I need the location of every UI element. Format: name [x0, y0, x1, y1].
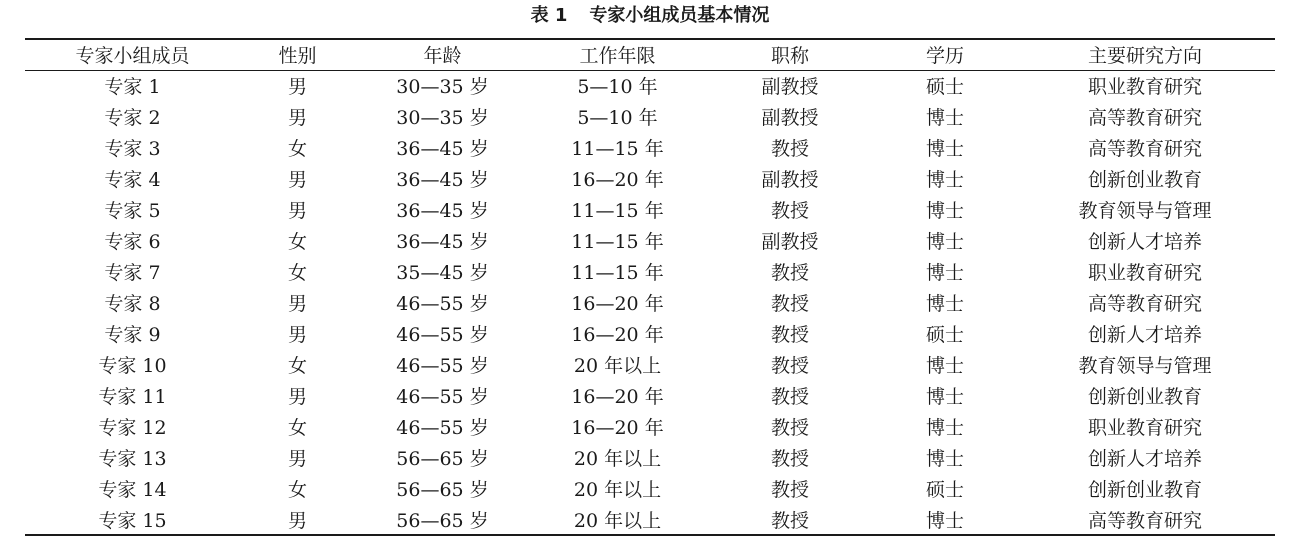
- table-cell: 博士: [925, 448, 964, 470]
- expert-panel-table: [25, 38, 1275, 536]
- table-row: [25, 225, 1275, 256]
- table-cell: 博士: [925, 262, 964, 284]
- table-cell: 36—45 岁: [396, 200, 489, 222]
- table-cell: 56—65 岁: [396, 509, 489, 532]
- table-cell: 11—15 年: [571, 262, 664, 284]
- table-cell: 56—65 岁: [396, 448, 489, 470]
- table-row: [25, 349, 1275, 380]
- table-cell: 博士: [925, 107, 964, 129]
- table-cell: 副教授: [761, 231, 819, 253]
- table-cell: 教授: [770, 200, 809, 222]
- table-cell: 教授: [770, 386, 809, 408]
- table-cell: 博士: [925, 386, 964, 408]
- table-cell: 20 年以上: [573, 448, 662, 470]
- table-cell: 创新人才培养: [1087, 324, 1202, 346]
- table-row: [25, 194, 1275, 225]
- table-cell: 博士: [925, 169, 964, 191]
- table-cell: 46—55 岁: [396, 417, 489, 439]
- table-cell: 专家 1: [104, 76, 161, 99]
- table-cell: 专家 6: [104, 231, 161, 253]
- table-cell: 专家 2: [104, 107, 161, 129]
- table-cell: 专家 9: [104, 324, 161, 346]
- table-cell: 5—10 年: [577, 107, 658, 129]
- table-body: [25, 70, 1275, 535]
- table-cell: 教授: [770, 417, 809, 439]
- table-row: [25, 442, 1275, 473]
- table-cell: 5—10 年: [577, 76, 658, 99]
- table-row: [25, 411, 1275, 442]
- table-cell: 46—55 岁: [396, 386, 489, 408]
- table-cell: 男: [287, 448, 307, 470]
- table-cell: 高等教育研究: [1087, 293, 1202, 315]
- table-cell: 高等教育研究: [1087, 509, 1202, 532]
- table-cell: 教授: [770, 138, 809, 160]
- table-cell: 20 年以上: [573, 479, 662, 501]
- table-cell: 创新创业教育: [1087, 479, 1202, 501]
- table-cell: 专家 15: [98, 509, 167, 532]
- table-cell: 教育领导与管理: [1078, 355, 1212, 377]
- table-row: [25, 256, 1275, 287]
- table-cell: 46—55 岁: [396, 324, 489, 346]
- table-cell: 高等教育研究: [1087, 107, 1202, 129]
- table-cell: 30—35 岁: [396, 107, 489, 129]
- column-header: 工作年限: [579, 45, 656, 68]
- table-cell: 专家 10: [98, 355, 167, 377]
- table-cell: 16—20 年: [571, 386, 664, 408]
- table-cell: 教授: [770, 509, 809, 532]
- table-cell: 46—55 岁: [396, 293, 489, 315]
- table-cell: 男: [287, 386, 307, 408]
- table-cell: 11—15 年: [571, 231, 664, 253]
- table-cell: 女: [287, 355, 307, 377]
- table-cell: 16—20 年: [571, 324, 664, 346]
- table-cell: 博士: [925, 417, 964, 439]
- table-cell: 副教授: [761, 169, 819, 191]
- table-cell: 教授: [770, 293, 809, 315]
- table-cell: 职业教育研究: [1087, 262, 1202, 284]
- table-cell: 男: [287, 324, 307, 346]
- table-cell: 博士: [925, 138, 964, 160]
- table-cell: 教授: [770, 479, 809, 501]
- table-cell: 副教授: [761, 107, 819, 129]
- table-cell: 16—20 年: [571, 417, 664, 439]
- table-cell: 职业教育研究: [1087, 76, 1202, 99]
- table-cell: 专家 11: [98, 386, 167, 408]
- column-header: 职称: [770, 45, 809, 68]
- table-cell: 11—15 年: [571, 138, 664, 160]
- table-cell: 女: [287, 231, 307, 253]
- table-cell: 35—45 岁: [396, 262, 489, 284]
- table-cell: 专家 12: [98, 417, 167, 439]
- table-cell: 20 年以上: [573, 509, 662, 532]
- table-cell: 11—15 年: [571, 200, 664, 222]
- table-row: [25, 473, 1275, 504]
- table-row: [25, 287, 1275, 318]
- table-cell: 创新创业教育: [1087, 169, 1202, 191]
- table-cell: 教育领导与管理: [1078, 200, 1212, 222]
- column-header: 主要研究方向: [1087, 45, 1202, 68]
- table-cell: 36—45 岁: [396, 169, 489, 191]
- table-cell: 女: [287, 262, 307, 284]
- table-cell: 博士: [925, 293, 964, 315]
- column-header: 年龄: [423, 45, 462, 68]
- table-cell: 教授: [770, 448, 809, 470]
- table-cell: 创新人才培养: [1087, 448, 1202, 470]
- table-title: 专家小组成员基本情况: [589, 5, 770, 26]
- table-cell: 36—45 岁: [396, 138, 489, 160]
- table-cell: 男: [287, 293, 307, 315]
- table-cell: 专家 5: [104, 200, 161, 222]
- column-header: 专家小组成员: [75, 45, 190, 68]
- table-cell: 教授: [770, 324, 809, 346]
- table-cell: 专家 8: [104, 293, 161, 315]
- table-cell: 30—35 岁: [396, 76, 489, 99]
- table-row: [25, 163, 1275, 194]
- table-cell: 女: [287, 138, 307, 160]
- table-cell: 硕士: [925, 324, 964, 346]
- table-cell: 20 年以上: [573, 355, 662, 377]
- table-cell: 硕士: [925, 479, 964, 501]
- table-number: 表 1: [530, 5, 568, 26]
- table-row: [25, 70, 1275, 101]
- table-cell: 专家 7: [104, 262, 161, 284]
- table-cell: 硕士: [925, 76, 964, 99]
- table-cell: 创新创业教育: [1087, 386, 1202, 408]
- table-cell: 专家 13: [98, 448, 167, 470]
- table-caption: [0, 2, 1300, 30]
- table-cell: 创新人才培养: [1087, 231, 1202, 253]
- table-row: [25, 504, 1275, 535]
- column-header: 性别: [278, 45, 317, 68]
- table-cell: 博士: [925, 509, 964, 532]
- table-row: [25, 132, 1275, 163]
- table-cell: 男: [287, 169, 307, 191]
- table-cell: 教授: [770, 355, 809, 377]
- table-cell: 36—45 岁: [396, 231, 489, 253]
- table-cell: 博士: [925, 231, 964, 253]
- table-cell: 博士: [925, 355, 964, 377]
- table-cell: 男: [287, 76, 307, 99]
- table-row: [25, 318, 1275, 349]
- table-cell: 男: [287, 509, 307, 532]
- table-header-row: [25, 39, 1275, 70]
- table-cell: 男: [287, 200, 307, 222]
- table-cell: 专家 3: [104, 138, 161, 160]
- table-cell: 男: [287, 107, 307, 129]
- table-cell: 教授: [770, 262, 809, 284]
- table-cell: 女: [287, 417, 307, 439]
- table-cell: 高等教育研究: [1087, 138, 1202, 160]
- table-row: [25, 380, 1275, 411]
- table-cell: 副教授: [761, 76, 819, 99]
- table-cell: 16—20 年: [571, 293, 664, 315]
- table-cell: 16—20 年: [571, 169, 664, 191]
- table-cell: 专家 4: [104, 169, 161, 191]
- table-row: [25, 101, 1275, 132]
- table-cell: 专家 14: [98, 479, 167, 501]
- column-header: 学历: [925, 45, 964, 68]
- table-cell: 56—65 岁: [396, 479, 489, 501]
- table-cell: 职业教育研究: [1087, 417, 1202, 439]
- table-cell: 46—55 岁: [396, 355, 489, 377]
- table-cell: 博士: [925, 200, 964, 222]
- table-cell: 女: [287, 479, 307, 501]
